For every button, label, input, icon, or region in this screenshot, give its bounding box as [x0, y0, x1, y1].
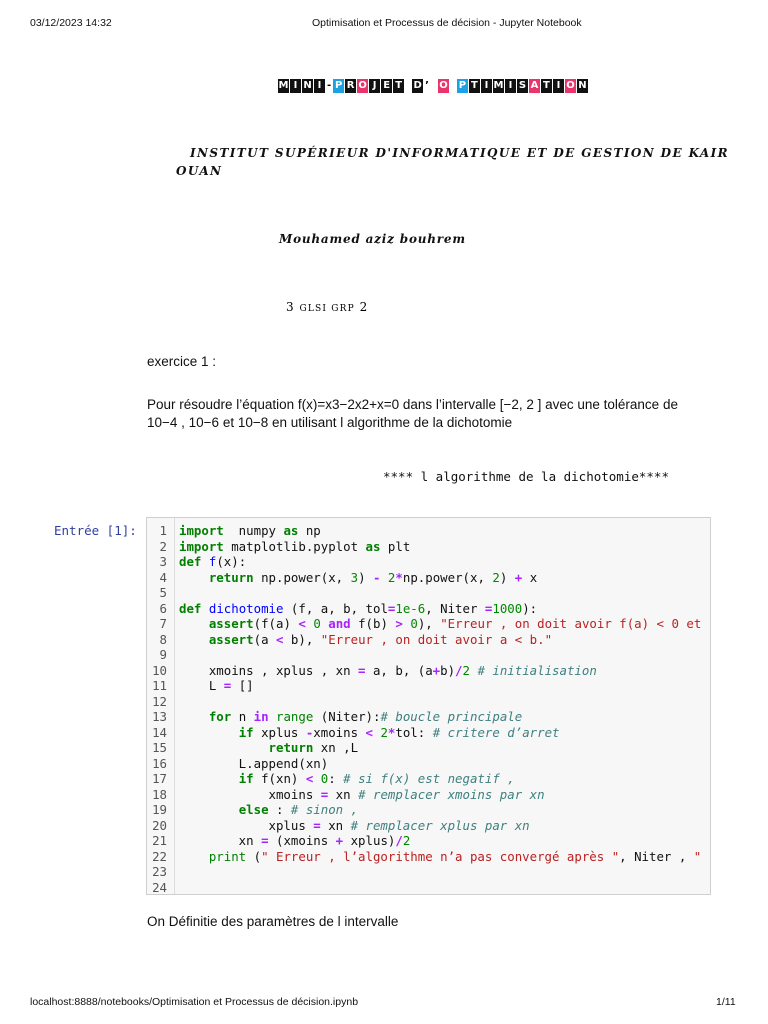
- group-line: [286, 300, 368, 314]
- code-line: [147, 694, 701, 710]
- banner-letter-tile: M: [278, 80, 289, 91]
- banner-letter-tile: T: [541, 79, 552, 93]
- code-text: L.append(xn): [179, 755, 329, 771]
- code-text: xmoins , xplus , xn = a, b, (a+b)/2 # initialisation: [179, 662, 597, 678]
- banner-letter-tile: J: [369, 79, 380, 93]
- line-number: 1: [159, 523, 167, 538]
- line-number: 20: [152, 817, 167, 833]
- banner-letter-tile: T: [393, 79, 404, 93]
- banner-letter-tile: I: [290, 79, 301, 93]
- banner-letter-tile: O: [439, 80, 448, 91]
- banner-letter-tile: S: [518, 80, 527, 91]
- banner-letter-tile: P: [458, 80, 467, 91]
- banner-letter-tile: A: [530, 80, 539, 91]
- line-number: 12: [152, 693, 167, 709]
- code-line: [147, 864, 701, 880]
- line-number: 10: [152, 662, 167, 678]
- code-text: if xplus -xmoins < 2*tol: # critere d’arret: [238, 724, 560, 740]
- banner-letter-tile: [450, 79, 456, 93]
- code-text: xmoins = xn # remplacer xmoins par xn: [179, 786, 545, 802]
- code-cell[interactable]: [146, 517, 711, 895]
- banner-letter-tile: -: [327, 80, 332, 91]
- code-text: else : # sinon ,: [238, 802, 359, 817]
- code-line: [147, 740, 701, 756]
- markdown-text: On Définitie des paramètres de l intervalle: [147, 914, 399, 929]
- code-line: [147, 616, 701, 632]
- line-number: 3: [159, 554, 167, 569]
- code-line: [147, 585, 701, 601]
- code-text: import matplotlib.pyplot as plt: [179, 538, 411, 554]
- code-line: [147, 833, 701, 849]
- line-number: 22: [152, 848, 167, 864]
- code-line: [147, 663, 701, 679]
- code-text: assert(f(a) < 0 and f(b) > 0), "Erreur , on doit avoir f(a) < 0 et: [208, 616, 702, 631]
- print-datetime: 03/12/2023 14:32: [30, 17, 112, 29]
- banner-letter-tile: I: [505, 79, 516, 93]
- banner-letter-tile: T: [469, 79, 480, 93]
- code-line: [147, 771, 701, 787]
- line-number: 4: [159, 569, 167, 585]
- line-number: 9: [159, 647, 167, 662]
- code-text: def f(x):: [179, 554, 247, 569]
- code-text: for n in range (Niter):# boucle principale: [208, 709, 523, 724]
- code-line: [147, 539, 701, 555]
- banner-letter-tile: I: [481, 79, 492, 93]
- line-number: 13: [152, 709, 167, 724]
- line-number: 21: [152, 833, 167, 848]
- institute-line-2: OUAN: [176, 164, 223, 178]
- code-text: if f(xn) < 0: # si f(x) est negatif ,: [238, 771, 515, 786]
- code-line: [147, 709, 701, 725]
- banner-letter-tile: E: [381, 79, 392, 93]
- code-text: import numpy as np: [179, 523, 321, 538]
- code-text: def dichotomie (f, a, b, tol=1e-6, Niter =1000):: [179, 600, 538, 616]
- code-text: xn = (xmoins + xplus)/2: [179, 833, 411, 848]
- line-number: 7: [159, 616, 167, 631]
- code-text: xplus = xn # remplacer xplus par xn: [179, 817, 530, 833]
- institute-line-1: INSTITUT SUPÉRIEUR D'INFORMATIQUE ET DE GESTION DE KAIR: [190, 146, 730, 160]
- banner-letter-tile: I: [314, 79, 325, 93]
- statement-line-1: Pour résoudre l’équation f(x)=x3−2x2+x=0 dans l’intervalle [−2, 2 ] avec une tolérance de: [147, 397, 678, 412]
- line-number: 23: [152, 864, 167, 879]
- author-name: Mouhamed aziz bouhrem: [279, 232, 466, 246]
- group-year: 3: [286, 300, 295, 314]
- line-number: 11: [152, 678, 167, 693]
- print-page-number: 1/11: [716, 996, 736, 1008]
- line-number: 19: [152, 802, 167, 817]
- banner-letter-tile: [405, 79, 411, 93]
- banner-letter-tile: R: [346, 80, 355, 91]
- code-text: print (" Erreur , l’algorithme n’a pas convergé après ", Niter , ": [208, 848, 702, 864]
- code-text: L = []: [179, 678, 254, 693]
- statement-line-2: 10−4 , 10−6 et 10−8 en utilisant l algorithme de la dichotomie: [147, 415, 513, 430]
- banner-letter-tile: M: [493, 80, 504, 91]
- banner-letter-tile: I: [553, 79, 564, 93]
- banner-letter-tile: P: [334, 80, 343, 91]
- code-line: [147, 756, 701, 772]
- banner-letter-tile: N: [303, 80, 312, 91]
- algorithm-heading: **** l algorithme de la dichotomie****: [383, 469, 669, 484]
- banner-letter-tile: D: [413, 80, 422, 91]
- code-text: assert(a < b), "Erreur , on doit avoir a < b.": [208, 631, 553, 647]
- cell-prompt: Entrée [1]:: [54, 523, 137, 538]
- group-class: GLSI GRP: [299, 304, 355, 314]
- banner-letter-tile: [431, 79, 437, 93]
- code-line: [147, 523, 701, 539]
- line-number: 18: [152, 786, 167, 802]
- exercise-title: exercice 1 :: [147, 354, 217, 369]
- code-text: return xn ,L: [268, 740, 359, 755]
- line-number: 8: [159, 631, 167, 647]
- line-number: 14: [152, 724, 167, 740]
- banner-letter-tile: ’: [425, 80, 429, 91]
- line-number: 5: [159, 585, 167, 600]
- line-number: 24: [152, 879, 167, 895]
- code-line: [147, 678, 701, 694]
- project-banner: [278, 79, 589, 93]
- print-page-title: Optimisation et Processus de décision - Jupyter Notebook: [312, 17, 582, 29]
- print-url: localhost:8888/notebooks/Optimisation et Processus de décision.ipynb: [30, 996, 359, 1008]
- banner-letter-tile: N: [578, 80, 587, 91]
- code-line: [147, 725, 701, 741]
- code-line: [147, 849, 701, 865]
- code-line: [147, 880, 701, 896]
- code-line: [147, 787, 701, 803]
- banner-letter-tile: O: [358, 80, 367, 91]
- line-number: 16: [152, 755, 167, 771]
- code-text: return np.power(x, 3) - 2*np.power(x, 2) + x: [208, 569, 538, 585]
- code-line: [147, 570, 701, 586]
- code-editor[interactable]: [147, 523, 701, 895]
- code-line: [147, 632, 701, 648]
- code-line: [147, 554, 701, 570]
- line-number: 17: [152, 771, 167, 786]
- code-line: [147, 647, 701, 663]
- code-line: [147, 802, 701, 818]
- group-number: 2: [359, 300, 369, 314]
- line-number: 2: [159, 538, 167, 554]
- code-line: [147, 601, 701, 617]
- line-number: 15: [152, 740, 167, 755]
- banner-letter-tile: O: [566, 80, 575, 91]
- line-number: 6: [159, 600, 167, 616]
- code-line: [147, 818, 701, 834]
